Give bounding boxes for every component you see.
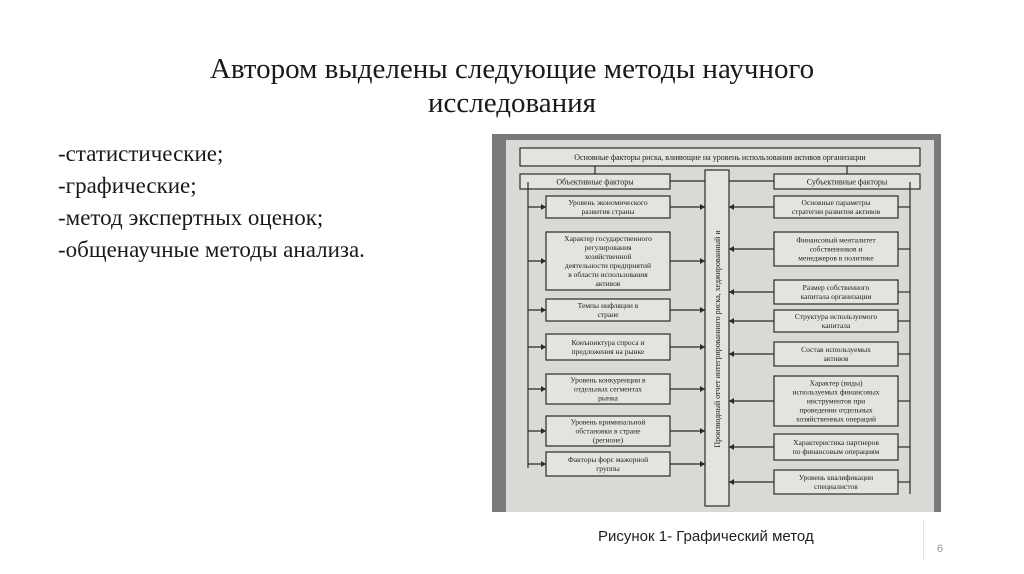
left-factor-label: Уровень криминальной <box>570 417 646 427</box>
subjective-header-label: Субъективные факторы <box>806 177 888 187</box>
left-factor-label: Факторы форс мажорной <box>567 455 649 465</box>
left-factor-label: отдельных сегментах <box>573 384 643 394</box>
right-factor-label: специалистов <box>814 482 858 492</box>
method-item: -общенаучные методы анализа. <box>58 237 365 262</box>
left-factor-label: стране <box>597 310 619 320</box>
right-factor-label: Основные параметры <box>801 198 871 208</box>
figure-caption: Рисунок 1- Графический метод <box>598 528 814 545</box>
right-factor-label: Размер собственного <box>802 283 870 293</box>
method-item: -графические; <box>58 173 197 198</box>
right-factor-label: Характер (виды) <box>809 378 863 388</box>
footer-divider <box>923 520 924 560</box>
left-factor-label: в области использования <box>568 270 648 280</box>
right-factor-label: используемых финансовых <box>792 387 880 397</box>
left-factor-label: обстановки в стране <box>575 426 641 436</box>
right-factor-label: менеджеров в политике <box>798 253 874 263</box>
right-factor-label: Финансовый менталитет <box>796 235 876 245</box>
slide-title <box>0 52 1024 120</box>
left-factor-label: предложения на рынке <box>571 347 645 357</box>
left-factor-label: Конъюнктура спроса и <box>571 338 645 348</box>
title-line-2: исследования <box>427 87 597 119</box>
objective-header-label: Объективные факторы <box>556 177 634 187</box>
methods-list <box>58 138 365 266</box>
right-factor-label: Состав используемых <box>801 345 871 355</box>
left-factor-label: группы <box>596 464 620 474</box>
method-item: -метод экспертных оценок; <box>58 205 324 230</box>
center-vertical-label: Производный отчет интегрированного риска, хеджированный и <box>713 230 722 448</box>
left-factor-label: деятельности предприятий <box>564 261 652 271</box>
left-factor-label: Характер государственного <box>564 234 652 244</box>
left-factor-label: рынка <box>598 393 618 403</box>
page-number: 6 <box>937 543 944 555</box>
top-factors-label: Основные факторы риска, влияющие на уровень использования активов организации <box>574 152 866 162</box>
diagram-photo <box>492 134 941 512</box>
left-factor-label: развития страны <box>581 207 635 217</box>
title-line-1: Автором выделены следующие методы научного <box>209 53 815 85</box>
right-factor-label: по финансовым операциям <box>792 447 880 457</box>
right-factor-label: Уровень квалификации <box>798 473 874 483</box>
right-factor-label: капитала <box>821 321 851 331</box>
method-item: -статистические; <box>58 141 224 166</box>
left-factor-label: регулирования <box>584 243 632 253</box>
right-factor-label: активов <box>823 354 849 364</box>
right-factor-label: инструментов при <box>806 396 866 406</box>
right-factor-label: Структура используемого <box>794 312 878 322</box>
diagram-svg <box>492 134 941 512</box>
right-factor-label: Характеристика партнеров <box>793 438 879 448</box>
left-factor-label: активов <box>595 279 621 289</box>
left-factor-label: (регионе) <box>592 435 624 445</box>
left-factor-label: Темпы инфляции в <box>577 301 639 311</box>
right-factor-label: стратегии развития активов <box>791 207 881 217</box>
left-factor-label: хозяйственной <box>584 252 632 262</box>
left-factor-label: Уровень экономического <box>568 198 648 208</box>
right-factor-label: собственников и <box>809 244 863 254</box>
right-factor-label: хозяйственных операций <box>796 414 876 424</box>
right-factor-label: капитала организации <box>800 292 872 302</box>
left-factor-label: Уровень конкуренции в <box>570 375 646 385</box>
right-factor-label: проведении отдельных <box>799 405 873 415</box>
